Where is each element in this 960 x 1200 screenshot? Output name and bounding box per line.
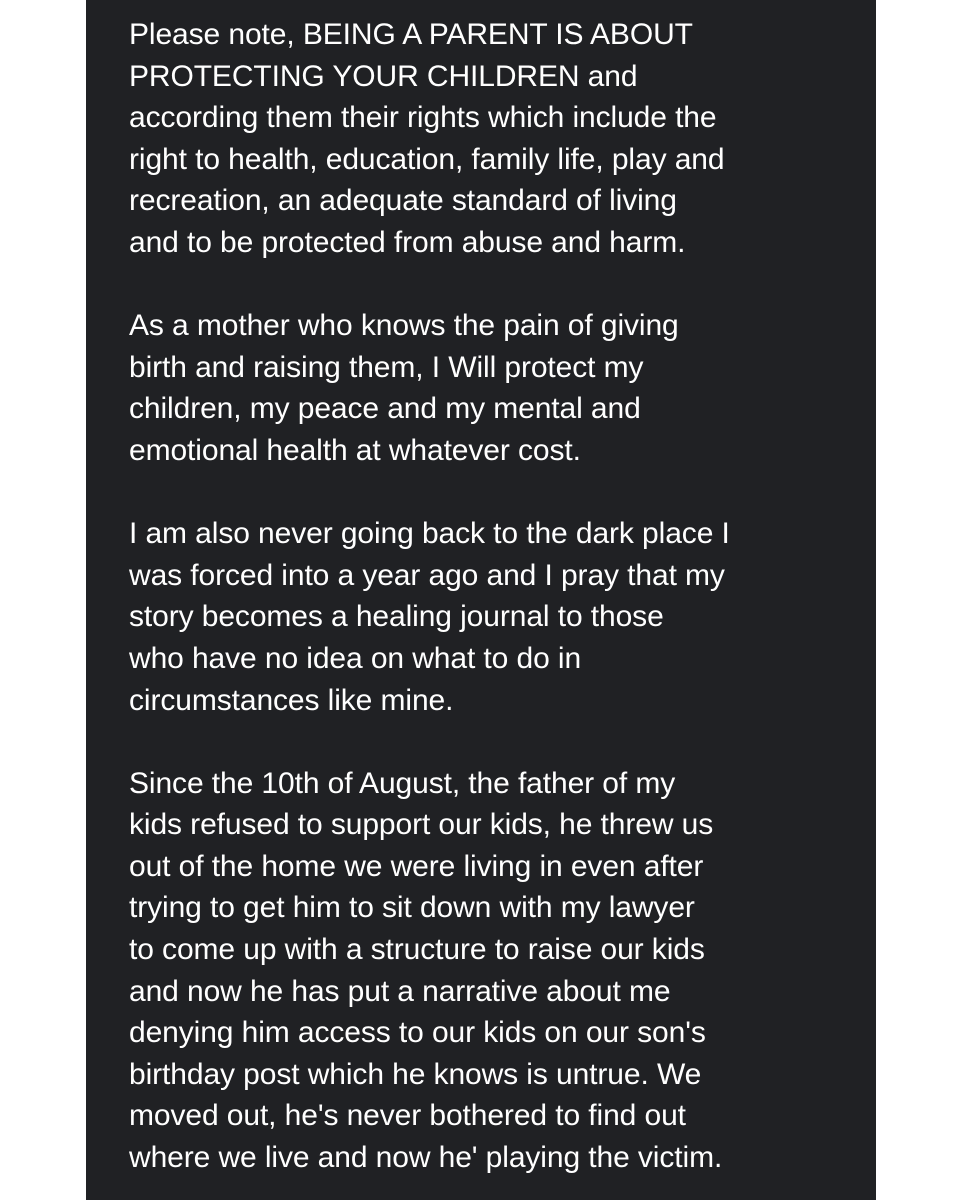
note-line: was forced into a year ago and I pray that my bbox=[129, 558, 725, 592]
note-line: children, my peace and my mental and bbox=[129, 392, 641, 426]
note-line: and now he has put a narrative about me bbox=[129, 974, 671, 1008]
note-line: Please note, BEING A PARENT IS ABOUT bbox=[129, 18, 693, 51]
note-text bbox=[129, 14, 849, 1179]
note-line: PROTECTING YOUR CHILDREN and bbox=[129, 59, 638, 93]
note-line: emotional health at whatever cost. bbox=[129, 433, 581, 467]
note-line: out of the home we were living in even after bbox=[129, 849, 704, 883]
note-line: Since the 10th of August, the father of my bbox=[129, 766, 676, 800]
note-line: recreation, an adequate standard of living bbox=[129, 184, 677, 218]
note-line: kids refused to support our kids, he threw us bbox=[129, 808, 714, 842]
note-line: birthday post which he knows is untrue. We bbox=[129, 1057, 702, 1091]
note-line: and to be protected from abuse and harm. bbox=[129, 225, 686, 259]
note-line: right to health, education, family life, play and bbox=[129, 142, 725, 176]
note-line: story becomes a healing journal to those bbox=[129, 600, 664, 634]
note-line: according them their rights which include the bbox=[129, 101, 717, 135]
note-paragraph-1 bbox=[129, 14, 849, 264]
note-line: circumstances like mine. bbox=[129, 683, 454, 717]
note-line: where we live and now he' playing the victim. bbox=[129, 1141, 723, 1175]
note-line: to come up with a structure to raise our kids bbox=[129, 933, 705, 967]
note-line: birth and raising them, I Will protect my bbox=[129, 350, 644, 384]
note-line: As a mother who knows the pain of giving bbox=[129, 309, 679, 343]
note-line: trying to get him to sit down with my lawyer bbox=[129, 891, 695, 925]
note-paragraph-3 bbox=[129, 513, 849, 721]
note-paragraph-2 bbox=[129, 305, 849, 471]
note-paragraph-4 bbox=[129, 763, 849, 1179]
note-line: who have no idea on what to do in bbox=[129, 641, 582, 675]
note-line: I am also never going back to the dark place I bbox=[129, 517, 730, 551]
note-line: denying him access to our kids on our son's bbox=[129, 1016, 706, 1050]
note-line: moved out, he's never bothered to find out bbox=[129, 1099, 686, 1133]
